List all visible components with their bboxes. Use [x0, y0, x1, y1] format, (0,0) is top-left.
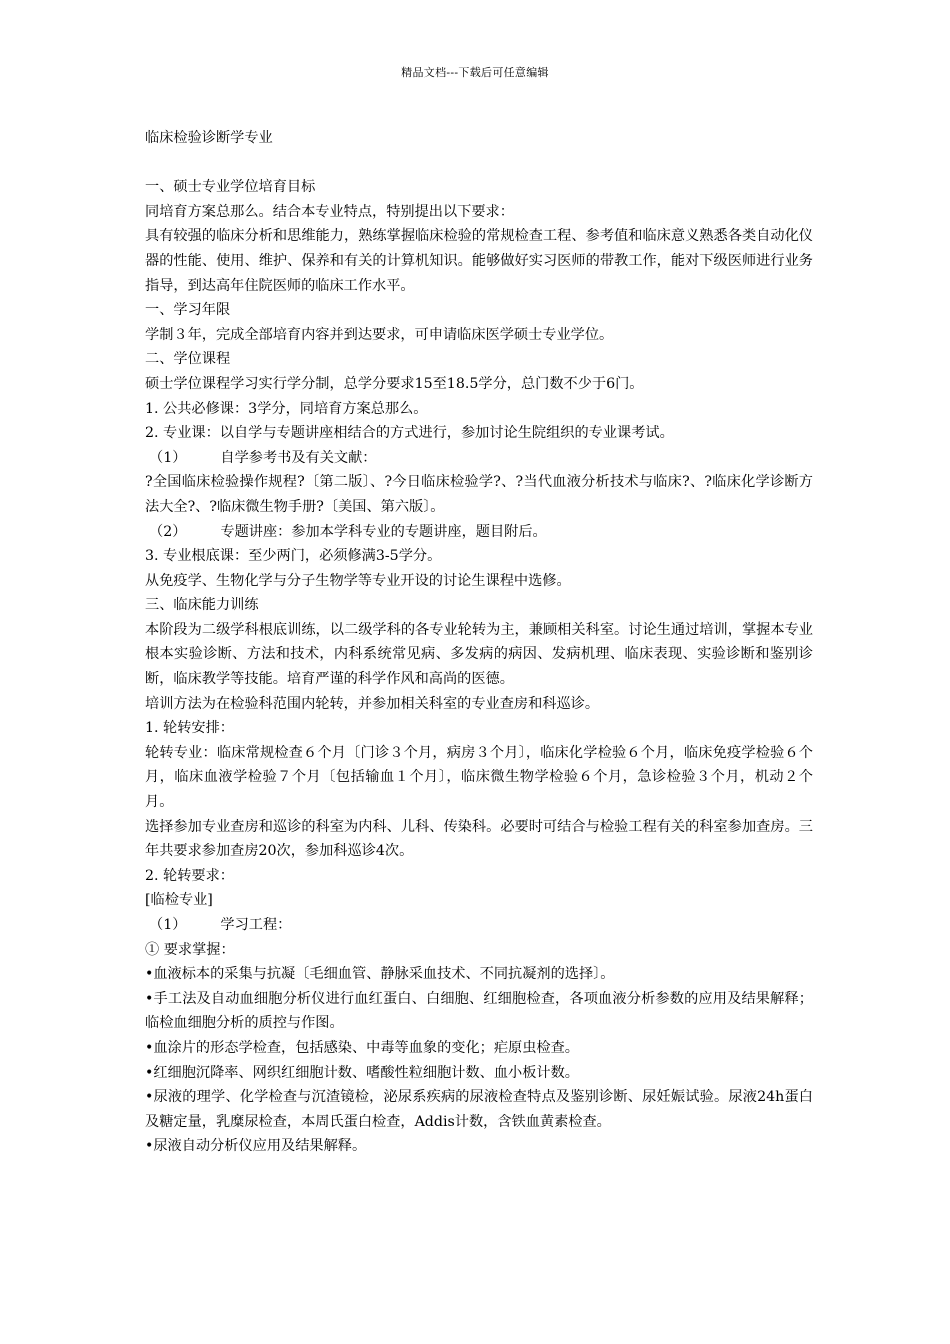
sub-item-number: （1） [149, 449, 187, 466]
sub-item-text: 学习工程： [220, 917, 292, 933]
paragraph: 硕士学位课程学习实行学分制，总学分要求15至18.5学分，总门数不少于6门。 [145, 375, 644, 392]
paragraph: 选择参加专业查房和巡诊的科室为内科、儿科、传染科。必要时可结合与检验工程有关的科室参加查房。三年共要求参加查房20次，参加科巡诊4次。 [145, 818, 813, 860]
paragraph: 轮转专业：临床常规检查６个月〔门诊３个月，病房３个月〕，临床化学检验６个月，临床免疫学检验６个月，临床血液学检验７个月〔包括输血１个月〕，临床微生物学检验６个月，急诊检验３个月，机动２个月。 [145, 744, 813, 811]
section-heading: 一、学习年限 [145, 302, 231, 319]
document-body [145, 126, 813, 1159]
section-heading: 二、学位课程 [145, 351, 231, 368]
bullet-item: •手工法及自动血细胞分析仪进行血红蛋白、白细胞、红细胞检查，各项血液分析参数的应用及结果解释；临检血细胞分析的质控与作图。 [145, 990, 813, 1032]
sub-item-number: （1） [149, 917, 187, 933]
document-title: 临床检验诊断学专业 [145, 130, 273, 146]
section-heading: 三、临床能力训练 [145, 597, 259, 614]
paragraph: 同培育方案总那么。结合本专业特点，特别提出以下要求： [145, 203, 514, 220]
list-item: 1. 轮转安排： [145, 720, 234, 737]
list-item: ① 要求掌握： [145, 941, 235, 958]
list-item: 3. 专业根底课：至少两门，必须修满3-5学分。 [145, 548, 442, 565]
section-heading: 一、硕士专业学位培育目标 [145, 179, 316, 196]
sub-item [145, 520, 813, 545]
paragraph: 学制３年，完成全部培育内容并到达要求，可申请临床医学硕士专业学位。 [145, 326, 614, 343]
paragraph: 从免疫学、生物化学与分子生物学等专业开设的讨论生课程中选修。 [145, 572, 571, 589]
sub-item [145, 913, 813, 938]
paragraph: 培训方法为在检验科范围内轮转，并参加相关科室的专业查房和科巡诊。 [145, 695, 600, 712]
sub-item-text: 专题讲座：参加本学科专业的专题讲座，题目附后。 [220, 523, 547, 540]
list-item: 2. 专业课：以自学与专题讲座相结合的方式进行，参加讨论生院组织的专业课考试。 [145, 425, 674, 442]
bullet-item: •尿液的理学、化学检查与沉渣镜检，泌尿系疾病的尿液检查特点及鉴别诊断、尿妊娠试验。尿液24h蛋白及糖定量，乳糜尿检查，本周氏蛋白检查，Addis计数，含铁血黄素检查。 [145, 1089, 813, 1130]
bullet-item: •血涂片的形态学检查，包括感染、中毒等血象的变化；疟原虫检查。 [145, 1039, 579, 1056]
sub-item [145, 446, 813, 471]
bullet-item: •血液标本的采集与抗凝〔毛细血管、静脉采血技术、不同抗凝剂的选择〕。 [145, 966, 615, 983]
page-header: 精品文档---下载后可任意编辑 [401, 66, 549, 79]
paragraph: 本阶段为二级学科根底训练，以二级学科的各专业轮转为主，兼顾相关科室。讨论生通过培训，掌握本专业根本实验诊断、方法和技术，内科系统常见病、多发病的病因、发病机理、临床表现、实验诊断和鉴别诊断，临床教学等技能。培育严谨的科学作风和高尚的医德。 [145, 621, 813, 688]
sub-item-number: （2） [149, 523, 187, 540]
section-label: [临检专业] [145, 892, 213, 909]
bullet-item: •红细胞沉降率、网织红细胞计数、嗜酸性粒细胞计数、血小板计数。 [145, 1064, 579, 1081]
paragraph: 具有较强的临床分析和思维能力，熟练掌握临床检验的常规检查工程、参考值和临床意义熟悉各类自动化仪器的性能、使用、维护、保养和有关的计算机知识。能够做好实习医师的带教工作，能对下级医师进行业务指导，到达高年住院医师的临床工作水平。 [145, 228, 813, 294]
list-item: 2. 轮转要求： [145, 867, 234, 884]
bullet-item: •尿液自动分析仪应用及结果解释。 [145, 1138, 367, 1155]
list-item: 1. 公共必修课：3学分，同培育方案总那么。 [145, 400, 428, 417]
paragraph: ?全国临床检验操作规程?〔第二版〕、?今日临床检验学?、?当代血液分析技术与临床?、?临床化学诊断方法大全?、?临床微生物手册?〔美国、第六版〕。 [145, 474, 813, 515]
sub-item-text: 自学参考书及有关文献： [220, 449, 377, 466]
